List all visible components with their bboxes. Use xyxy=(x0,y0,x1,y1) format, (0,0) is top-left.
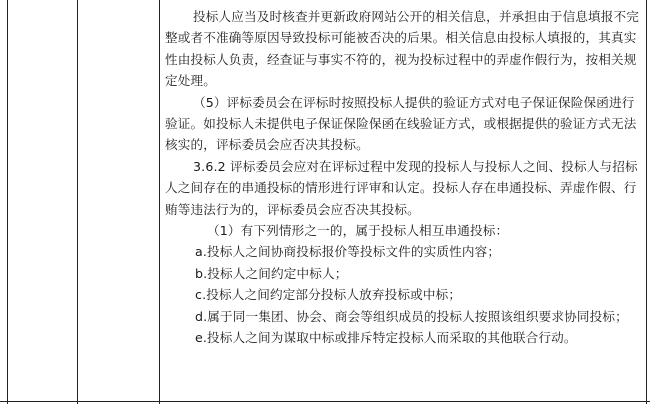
clause-text-cell xyxy=(165,6,643,349)
paragraph-collusion-review: 3.6.2 评标委员会应对在评标过程中发现的投标人与投标人之间、投标人与招标人之间存在的串通投标的情形进行评审和认定。投标人存在串通投标、弄虚作假、行贿等违法行为的，评标委员会应否决其投标。 xyxy=(165,158,638,217)
table-column-divider-1 xyxy=(77,0,78,404)
list-item-d: d.属于同一集团、协会、商会等组织成员的投标人按照该组织要求协同投标； xyxy=(195,308,628,324)
list-item-b: b.投标人之间约定中标人； xyxy=(195,265,348,281)
paragraph-info-verification: 投标人应当及时核查并更新政府网站公开的相关信息，并承担由于信息填报不完整或者不准确等原因导致投标可能被否决的后果。相关信息由投标人填报的，其真实性由投标人负责，经查证与事实不符的，视为投标过程中的弄虚作假行为，按相关规定处理。 xyxy=(165,9,640,89)
table-border-left xyxy=(7,0,8,404)
paragraph-collusion-cases-heading: （1）有下列情形之一的，属于投标人相互串通投标： xyxy=(207,223,509,239)
list-item-a: a.投标人之间协商投标报价等投标文件的实质性内容； xyxy=(195,244,501,260)
list-item-e: e.投标人之间为谋取中标或排斥特定投标人而采取的其他联合行动。 xyxy=(195,330,577,346)
table-border-right xyxy=(646,0,647,404)
table-column-divider-2 xyxy=(159,0,160,404)
paragraph-guarantee-verification: （5）评标委员会在评标时按照投标人提供的验证方式对电子保证保险保函进行验证。如投标人未提供电子保证保险保函在线验证方式，或根据提供的验证方式无法核实的，评标委员会应否决其投标。 xyxy=(165,94,637,153)
list-item-c: c.投标人之间约定部分投标人放弃投标或中标； xyxy=(195,287,462,303)
table-border-bottom xyxy=(0,401,650,402)
